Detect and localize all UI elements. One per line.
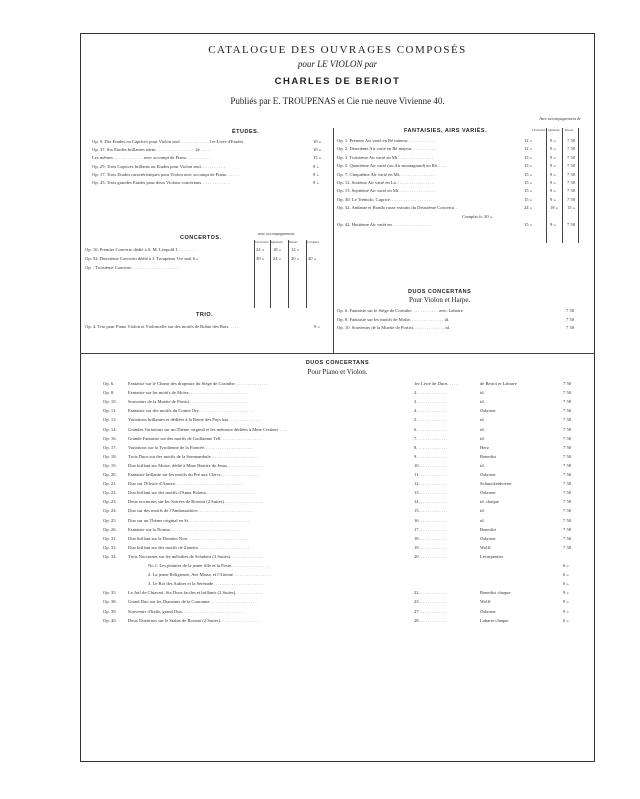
fantaisie-price: 9 »: [550, 222, 556, 227]
duo-piano-number: 3. . . . . . . . . . . . . .: [414, 400, 448, 405]
fantaisie-price: 15 »: [524, 196, 533, 202]
duo-piano-collaborator: id.: [480, 509, 485, 514]
duo-piano-entry: Variations brillantes et dédiées à la Reine des Pays bas. . . . . . . . . . . . . . .: [128, 418, 262, 423]
concertos-column-label: Orchestre: [255, 241, 269, 244]
fantaisies-column-label: Orchestre: [532, 129, 546, 132]
fantaisie-price: 7 50: [567, 146, 576, 152]
duo-piano-price: 7 50: [563, 417, 572, 423]
duo-piano-collaborator: id.: [480, 436, 485, 441]
duo-piano-entry: Trois Nocturnes sur les mélodies de Schubert (3 Suites). . . . . . . . . . . . . . .: [128, 554, 264, 559]
fantaisie-entry: Op. 7. Cinquième Air varié en Mi. . . . . . . . . . . . . . . .: [337, 172, 435, 177]
trio-heading: TRIO.: [196, 312, 214, 318]
duo-piano-price: 7 50: [563, 490, 572, 496]
harpe-entry: Op. 10. Souvenirs de la Muette de Portici. . . . . . . . . . . . . . id.: [337, 326, 451, 330]
fantaisie-price: 9 »: [550, 154, 556, 160]
duo-piano-entry: Trois Duos sur des motifs de la Somnambule. . . . . . . . . . . . . . . . . . . . .: [128, 454, 258, 459]
fantaisie-price: 15 »: [524, 163, 533, 169]
duo-piano-price: 9 »: [563, 599, 569, 605]
duo-piano-number: 4. . . . . . . . . . . . . .: [414, 409, 448, 414]
fantaisies-column-header: Avec accompagnement de: [539, 116, 581, 121]
fantaisie-entry: Op. 42. Huitième Air varié en . . . . . . . . . . . . . . . . .: [337, 223, 431, 227]
duo-piano-entry: Deux nocturnes sur les Soirées de Rossini (2 Suites). . . . . . . . . . . . . . . . .: [128, 500, 262, 505]
catalogue-title: CATALOGUE DES OUVRAGES COMPOSÉS: [208, 44, 467, 56]
fantaisie-price: 9 »: [550, 196, 556, 202]
duo-piano-price: 7 50: [563, 453, 572, 459]
duo-piano-entry: Grande Fantaisie sur des motifs de Guillaume Tell. . . . . . . . . . . . . . . . . .: [128, 436, 261, 441]
duo-piano-entry: Duo sur des motifs de l'Ambassadrice. . . . . . . . . . . . . . . . . . . . . . . .: [128, 509, 252, 514]
duo-piano-collaborator: Schunckenhoven: [480, 482, 512, 487]
duo-piano-collaborator: de Beriot et Labarre: [480, 382, 517, 386]
fantaisie-price: 9 »: [550, 146, 556, 152]
concerto-price: 18 »: [273, 247, 282, 252]
etude-entry: Op. 9. Dix Études ou Caprices pour Violon seul. . . . . . . . . . . . . 1er Livre d'Études: [92, 140, 244, 144]
fantaisie-price: 9 »: [550, 180, 556, 185]
duo-piano-entry: No 1. Les plaintes de la jeune fille et la Poste. . . . . . . . . . . . . . . . .: [148, 564, 269, 568]
fantaisies-col-line: [562, 128, 563, 243]
concerto-price: 30 »: [256, 256, 265, 261]
duo-piano-number: 23. . . . . . . . . . . . .: [414, 600, 448, 605]
duo-piano-number: 8. . . . . . . . . . . . . .: [414, 445, 448, 450]
duo-piano-op: Op. 11.: [103, 409, 117, 414]
harpe-price: 7 50: [566, 308, 575, 313]
duo-piano-number: 1er Livre de Duos. . . . .: [414, 382, 458, 386]
fantaisie-price: 24 »: [524, 205, 533, 211]
fantaisie-price: 15 »: [524, 188, 533, 194]
duo-piano-number: 18. . . . . . . . . . . . .: [414, 536, 448, 541]
duo-piano-price: 7 50: [563, 535, 572, 541]
concerto-entry: Op. 32. Deuxième Concerto dédié à J. Troupenas Vre seul 6 »: [85, 257, 199, 261]
etude-entry: Op. 43. Trois grandes Études pour deux Violons concertans. . . . . . . . . . . . .: [92, 181, 230, 185]
fantaisie-entry: Op. 5. Quatrième Air varié (ou Air montagnard) en Ré. . . . .: [337, 164, 448, 169]
fantaisie-price: 15 »: [524, 222, 533, 227]
duo-piano-number: 15. . . . . . . . . . . . .: [414, 509, 448, 514]
duo-piano-op: Op. 31.: [103, 536, 117, 541]
duo-piano-op: Op. 39.: [103, 609, 117, 614]
concertos-column-label: Complet: [307, 241, 319, 244]
etude-entry: Les mêmes . . . . . . . . . . . . . avec accompt de Piano. . . . . . . . . . .: [92, 156, 211, 161]
duo-piano-entry: Variations sur la Tyrolienne de la Fiancée. . . . . . . . . . . . . . . . . . . . . .: [128, 445, 254, 450]
duo-piano-op: Op. 21.: [103, 482, 117, 487]
etude-entry: Op. 17. Trois Études caractéristiques pour Violon avec accompt de Piano. . . . . .: [92, 172, 239, 177]
duo-piano-number: 6. . . . . . . . . . . . . .: [414, 427, 448, 432]
duo-piano-price: 7 50: [563, 408, 572, 414]
fantaisie-price: 15 »: [567, 205, 576, 211]
duo-piano-number: 17. . . . . . . . . . . . .: [414, 527, 448, 532]
duo-piano-price: 7 50: [563, 444, 572, 450]
fantaisie-price: 9 »: [550, 188, 556, 194]
fantaisie-price: 15 »: [524, 154, 533, 160]
duo-piano-price: 9 »: [563, 590, 569, 596]
fantaisie-entry: Op. 12. Sixième Air varié en La. . . . . . . . . . . . . . . . .: [337, 181, 434, 185]
etude-entry: Op. 37. Six Études brillantes idem . . . . . . . . . . . . . . . . . 2e . . . . .: [92, 148, 212, 153]
etude-price: 15 »: [313, 155, 322, 161]
duo-piano-op: Op. 35.: [103, 591, 117, 596]
duos-harpe-heading: DUOS CONCERTANS: [408, 289, 472, 295]
fantaisie-price: 7 50: [567, 222, 576, 227]
duo-piano-op: Op. 10.: [103, 400, 117, 405]
fantaisies-heading: FANTAISIES, AIRS VARIÉS.: [404, 128, 488, 134]
duo-piano-entry: 2. La jeune Religieuse, Ave Maria, et l'Attente. . . . . . . . . . . . . . . . .: [148, 573, 271, 578]
duo-piano-entry: Duo brillant sur des motifs de Zanetta. . . . . . . . . . . . . . . . . . . . . . .: [128, 545, 250, 550]
duo-piano-entry: Deux Duettinos sur le Stabat de Rossini (2 Suites). . . . . . . . . . . . . . . . .: [128, 618, 259, 623]
fantaisie-price: 7 50: [567, 171, 576, 177]
duo-piano-collaborator: Wolff: [480, 545, 491, 550]
duo-piano-entry: Fantaisie sur des motifs du Comte Ory. . . . . . . . . . . . . . . . . . . . . . . .: [128, 409, 253, 414]
fantaisie-price: 7 50: [567, 138, 576, 143]
duo-piano-collaborator: Wolff: [480, 600, 491, 605]
fantaisie-entry: Op. 2. Deuxième Air varié en Ré majeur. . . . . . . . . . . .: [337, 147, 438, 152]
duo-piano-entry: Grand Duo sur les Diamants de la Couronne. . . . . . . . . . . . . . . . . . . . .: [128, 600, 257, 605]
duo-piano-collaborator: id.: [480, 418, 485, 423]
duo-piano-op: Op. 24.: [103, 509, 117, 514]
fantaisie-price: 12 »: [524, 138, 533, 143]
duo-piano-number: 16. . . . . . . . . . . . .: [414, 518, 448, 523]
duo-piano-entry: Duo brillant sur des motifs d'Anna Bolena. . . . . . . . . . . . . . . . . . . . . .: [128, 491, 256, 496]
duo-piano-price: 7 50: [563, 526, 572, 532]
concerto-price: 20 »: [291, 256, 300, 261]
duo-piano-number: 14. . . . . . . . . . . . .: [414, 500, 448, 505]
duo-piano-op: Op. 18.: [103, 454, 117, 459]
duo-piano-price: 7 50: [563, 390, 572, 396]
fantaisie-price: 7 50: [567, 180, 576, 185]
duo-piano-op: Op. 16.: [103, 436, 117, 441]
column-divider: [333, 128, 334, 354]
duo-piano-collaborator: Osborne: [480, 536, 496, 541]
duo-piano-number: 13. . . . . . . . . . . . .: [414, 491, 448, 496]
duo-piano-entry: Le Juif de Chiavari, Six Duos faciles et brillants (2 Suites). . . . . . . . . . . .: [128, 591, 262, 596]
duo-piano-price: 6 »: [563, 563, 569, 568]
duo-piano-price: 9 »: [563, 608, 569, 614]
duo-piano-price: 6 »: [563, 572, 569, 578]
duo-piano-op: Op. 14.: [103, 427, 117, 432]
fantaisie-entry: Op. 32. Andante et Rondo russe extraits du Deuxième Concerto. .: [337, 206, 458, 211]
trio-price: 9 »: [314, 324, 320, 329]
concertos-col-line: [288, 240, 289, 308]
duo-piano-price: 7 50: [563, 399, 572, 405]
duo-piano-entry: Duo sur l'Elisire d'Amore. . . . . . . . . . . . . . . . . . . . . . . . . . . . . .: [128, 482, 243, 487]
duo-piano-op: Op. 6.: [103, 382, 115, 386]
duo-piano-collaborator: id.: [480, 518, 485, 523]
harpe-entry: Op. 6. Fantaisie sur le Siège de Corinthe. . . . . . . . . . . . avec Labarre: [337, 309, 463, 313]
duo-piano-entry: Fantaisie sur les motifs de Moïse. . . . . . . . . . . . . . . . . . . . . . . . . .: [128, 391, 248, 396]
duo-piano-op: Op. 25.: [103, 518, 117, 523]
duo-piano-number: 22. . . . . . . . . . . . .: [414, 591, 448, 596]
fantaisie-price: 12 »: [524, 146, 533, 152]
section-divider: [80, 353, 595, 354]
duo-piano-price: 7 50: [563, 499, 572, 505]
duo-piano-collaborator: id. chaque: [480, 500, 499, 505]
fantaisie-entry: Op. 1. Premier Air varié en Ré mineur. . . . . . . . . . . . .: [337, 139, 436, 143]
duo-piano-collaborator: Lecarpentier: [480, 554, 504, 559]
duo-piano-entry: Fantaisie brillante sur les motifs du Pré aux Clercs. . . . . . . . . . . . . . . . .: [128, 473, 259, 477]
duo-piano-entry: 3. Le Roi des Aulnes et la Sérénade. . . . . . . . . . . . . . . . . . . . . .: [148, 582, 263, 587]
duo-piano-op: Op. 38.: [103, 600, 117, 605]
duo-piano-op: Op. 13.: [103, 418, 117, 423]
duo-piano-collaborator: Osborne: [480, 473, 496, 477]
duo-piano-collaborator: Herz: [480, 445, 489, 450]
concertos-col-line: [254, 240, 255, 308]
fantaisie-price: 9 »: [550, 138, 556, 143]
concerto-entry: Op. 16. Premier Concerto dédié à S. M. Léopold I. . . . . . . .: [85, 248, 195, 252]
fantaisie-price: 9 »: [550, 163, 556, 169]
concertos-column-label: Piano: [289, 241, 298, 244]
fantaisie-entry: Op. 15. Septième Air varié en Mi. . . . . . . . . . . . . . . .: [337, 189, 434, 194]
duo-piano-number: 2. . . . . . . . . . . . . .: [414, 391, 448, 396]
fantaisie-entry: Complet fr. 30 ».: [462, 214, 494, 219]
fantaisie-price: 7 50: [567, 188, 576, 194]
concerto-price: 12 »: [291, 247, 300, 252]
concerto-price: 24 »: [273, 256, 282, 261]
concertos-column-header: avec accompagnement.: [258, 231, 296, 236]
duo-piano-collaborator: Benedict: [480, 527, 497, 532]
concerto-price: 40 »: [308, 256, 317, 261]
concerto-price: 24 »: [256, 247, 265, 252]
harpe-entry: Op. 8. Fantaisie sur les motifs de Moïse. . . . . . . . . . . . . . . id.: [337, 317, 450, 322]
duo-piano-entry: Duo brillant sur Moïse, dédié à Mme Beatrix de Jesus. . . . . . . . . . . . . . . .: [128, 463, 263, 468]
fantaisie-price: 7 50: [567, 154, 576, 160]
duo-piano-op: Op. 23.: [103, 500, 117, 505]
harpe-price: 7 50: [566, 325, 575, 330]
duo-piano-entry: Duo sur un Thème original en Si. . . . . . . . . . . . . . . . . . . . . . . . . . .: [128, 518, 250, 523]
duo-piano-op: Op. 33.: [103, 545, 117, 550]
etudes-heading: ÉTUDES.: [232, 129, 260, 135]
concertos-heading: CONCERTOS.: [180, 235, 222, 241]
duo-piano-op: Op. 26.: [103, 527, 117, 532]
duo-piano-entry: Fantaisie sur le Chœur des drapeaux du Siège de Corinthe. . . . . . . . . . . . . . .: [128, 382, 268, 386]
fantaisie-entry: Op. 3. Troisième Air varié en Mi. . . . . . . . . . . . . . . .: [337, 155, 433, 160]
duo-piano-entry: Souvenirs d'Italie, grand Duo. . . . . . . . . . . . . . . . . . . . . . . . . . .: [128, 609, 243, 614]
concertos-column-label: Quatuor: [271, 241, 283, 244]
duo-piano-entry: Duo brillant sur le Domino Noir. . . . . . . . . . . . . . . . . . . . . . . . . . .: [128, 536, 248, 541]
fantaisies-col-line: [578, 128, 579, 243]
duo-piano-number: 7. . . . . . . . . . . . . .: [414, 436, 448, 441]
duo-piano-entry: Grandes Variations sur un Thème original et les mémoire dédiées à Mme Cottinet. . . .: [128, 427, 286, 432]
fantaisie-price: 15 »: [524, 180, 533, 185]
fantaisie-price: 7 50: [567, 163, 576, 169]
fantaisies-column-label: Quatuor: [548, 129, 560, 132]
duo-piano-price: 7 50: [563, 544, 572, 550]
duo-piano-collaborator: id.: [480, 463, 485, 468]
concertos-col-line: [270, 240, 271, 308]
duo-piano-collaborator: Osborne: [480, 609, 496, 614]
duo-piano-price: 7 50: [563, 472, 572, 477]
duo-piano-collaborator: id.: [480, 400, 485, 405]
duo-piano-number: 10. . . . . . . . . . . . .: [414, 463, 448, 468]
etude-price: 9 »: [313, 171, 319, 177]
duo-piano-number: 19. . . . . . . . . . . . .: [414, 545, 448, 550]
trio-entry: Op. 4. Trio pour Piano Violon et Violoncelle sur des motifs de Robin des Bois. . . . .: [85, 325, 239, 329]
duo-piano-price: 7 50: [563, 517, 572, 523]
etude-price: 9 »: [313, 180, 319, 185]
duo-piano-number: 20. . . . . . . . . . . . .: [414, 554, 448, 559]
fantaisie-price: 15 »: [524, 171, 533, 177]
duo-piano-price: 7 50: [563, 462, 572, 468]
duo-piano-number: 12. . . . . . . . . . . . .: [414, 482, 448, 487]
duo-piano-op: Op. 20.: [103, 473, 117, 477]
duo-piano-number: 5. . . . . . . . . . . . . .: [414, 418, 448, 423]
duo-piano-op: Op. 40.: [103, 618, 117, 623]
duo-piano-op: Op. 34.: [103, 554, 117, 559]
fantaisies-column-label: Piano: [565, 129, 574, 132]
fantaisie-price: 9 »: [550, 171, 556, 177]
etude-price: 9 »: [313, 163, 319, 169]
duo-piano-number: 28. . . . . . . . . . . . .: [414, 618, 448, 623]
duo-piano-price: 6 »: [563, 617, 569, 623]
duo-piano-price: 6 »: [563, 581, 569, 587]
concertos-col-line: [306, 240, 307, 308]
duo-piano-entry: Fantaisie sur la Norma. . . . . . . . . . . . . . . . . . . . . . . . . . . . . . .: [128, 527, 240, 532]
duo-piano-collaborator: Benedict: [480, 454, 497, 459]
duo-piano-number: 27. . . . . . . . . . . . .: [414, 609, 448, 614]
publisher-line: Publiés par E. TROUPENAS et Cie rue neuve Vivienne 40.: [230, 96, 445, 106]
concerto-entry: Op. . Troisième Concerto. . . . . . . . . . . . . . . . . . . . .: [85, 266, 179, 270]
duo-piano-collaborator: Osborne: [480, 491, 496, 496]
catalogue-subtitle: pour LE VIOLON par: [297, 59, 378, 69]
duo-piano-collaborator: id.: [480, 427, 485, 432]
duo-piano-number: 11. . . . . . . . . . . . .: [414, 473, 448, 477]
duo-piano-price: 7 50: [563, 435, 572, 441]
duo-piano-price: 7 50: [563, 508, 572, 514]
duo-piano-price: 7 50: [563, 426, 572, 432]
fantaisies-col-line: [546, 128, 547, 243]
duo-piano-price: 7 50: [563, 481, 572, 487]
duos-harpe-subheading: Pour Violon et Harpe.: [409, 296, 471, 304]
composer-name: CHARLES DE BERIOT: [274, 76, 401, 87]
etude-entry: Op. 29. Trois Caprices brillants ou Études pour Violon seul. . . . . . . . . . .: [92, 164, 225, 169]
duo-piano-op: Op. 17.: [103, 445, 117, 450]
fantaisie-entry: Op. 30. Le Trémolo, Caprice. . . . . . . . . . . . . . . . . . .: [337, 197, 433, 202]
duo-piano-op: Op. 8.: [103, 391, 115, 396]
duo-piano-entry: Souvenirs de la Muette de Portici. . . . . . . . . . . . . . . . . . . . . . . . . .: [128, 400, 248, 405]
duo-piano-number: 9. . . . . . . . . . . . . .: [414, 454, 448, 459]
duo-piano-op: Op. 19.: [103, 463, 117, 468]
duo-piano-collaborator: id.: [480, 391, 485, 396]
duo-piano-collaborator: Labarre chaque: [480, 618, 509, 623]
etude-price: 10 »: [313, 147, 322, 153]
etude-price: 10 »: [313, 139, 322, 144]
duo-piano-collaborator: Benedict chaque: [480, 591, 511, 596]
duo-piano-collaborator: Osborne: [480, 409, 496, 414]
duo-piano-price: 7 50: [563, 381, 572, 386]
duos-piano-heading: DUOS CONCERTANS: [305, 360, 370, 366]
duo-piano-op: Op. 22.: [103, 491, 117, 496]
fantaisie-price: 7 50: [567, 196, 576, 202]
fantaisie-price: 18 »: [550, 205, 559, 211]
duos-piano-subheading: Pour Piano et Violon.: [307, 368, 368, 376]
harpe-price: 7 50: [566, 316, 575, 322]
